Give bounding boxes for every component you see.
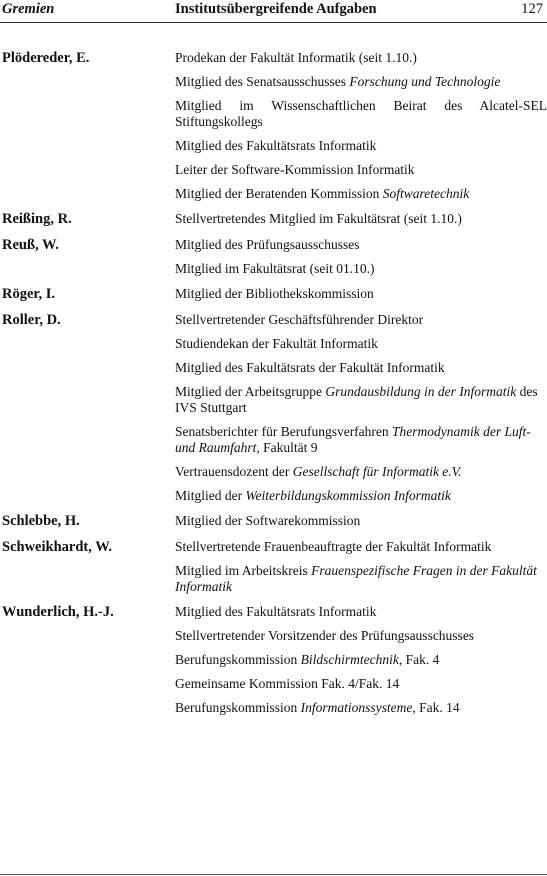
member-entry xyxy=(0,604,547,716)
role-text: Mitglied im Fakultätsrat (seit 01.10.) xyxy=(175,261,375,276)
role-text-italic: Bildschirmtechnik xyxy=(300,652,399,667)
role-text-italic: Gesellschaft für Informatik e.V. xyxy=(292,464,462,479)
role-item xyxy=(175,424,547,456)
role-item xyxy=(175,98,547,130)
role-text: , Fak. 14 xyxy=(412,700,460,715)
member-name: Wunderlich, H.-J. xyxy=(2,604,114,620)
role-text: Mitglied der Arbeitsgruppe xyxy=(175,384,326,399)
role-text: Mitglied der Beratenden Kommission xyxy=(175,186,383,201)
role-text: Prodekan der Fakultät Informatik (seit 1.10.) xyxy=(175,50,417,65)
role-text: Mitglied der Softwarekommission xyxy=(175,513,361,528)
committee-list xyxy=(0,50,547,725)
member-entry xyxy=(0,513,547,530)
role-text: Gemeinsame Kommission Fak. 4/Fak. 14 xyxy=(175,676,400,691)
role-text-italic: Grundausbildung in der Informatik xyxy=(325,384,517,399)
role-text-italic: Forschung und Technologie xyxy=(349,74,501,89)
role-item xyxy=(175,261,547,277)
role-item xyxy=(175,286,547,302)
member-entry xyxy=(0,312,547,504)
role-text-italic: Thermodynamik der Luft- und Raumfahrt xyxy=(175,424,531,455)
member-name: Schlebbe, H. xyxy=(2,513,80,529)
role-item xyxy=(175,652,547,668)
member-entry xyxy=(0,286,547,303)
role-text: , Fak. 4 xyxy=(398,652,440,667)
role-text-italic: Informationssysteme xyxy=(300,700,413,715)
role-item xyxy=(175,162,547,178)
role-text: Mitglied im Wissenschaftlichen Beirat des Alcatel-SEL Stiftungskollegs xyxy=(175,98,547,129)
role-item xyxy=(175,186,547,202)
role-text: Berufungskommission xyxy=(175,700,301,715)
role-item xyxy=(175,336,547,352)
role-item xyxy=(175,50,547,66)
running-header xyxy=(0,0,547,23)
footer-rule xyxy=(0,874,547,875)
role-text-italic: Softwaretechnik xyxy=(382,186,470,201)
role-text: Mitglied des Fakultätsrats der Fakultät Informatik xyxy=(175,360,445,375)
member-name: Reißing, R. xyxy=(2,211,72,227)
role-item xyxy=(175,138,547,154)
role-text: Stellvertretendes Mitglied im Fakultätsrat (seit 1.10.) xyxy=(175,211,462,226)
member-entry xyxy=(0,211,547,228)
role-item xyxy=(175,384,547,416)
member-name: Plödereder, E. xyxy=(2,50,90,66)
member-name: Reuß, W. xyxy=(2,237,59,253)
role-item xyxy=(175,211,547,227)
member-roles xyxy=(175,513,547,530)
role-item xyxy=(175,563,547,595)
member-roles xyxy=(175,539,547,595)
member-roles xyxy=(175,286,547,303)
role-text: Senatsberichter für Berufungsverfahren xyxy=(175,424,393,439)
role-text-italic: Frauenspezifische Fragen in der Fakultät Informatik xyxy=(175,563,537,594)
role-text: , Fakultät 9 xyxy=(256,440,318,455)
member-roles xyxy=(175,604,547,716)
role-item xyxy=(175,700,547,716)
role-item xyxy=(175,539,547,555)
role-item xyxy=(175,604,547,620)
member-name: Röger, I. xyxy=(2,286,56,302)
role-text: Mitglied im Arbeitskreis xyxy=(175,563,312,578)
role-item xyxy=(175,74,547,90)
role-item xyxy=(175,312,547,328)
role-text: Stellvertretender Vorsitzender des Prüfungsausschusses xyxy=(175,628,475,643)
member-roles xyxy=(175,237,547,277)
role-text: Stellvertretende Frauenbeauftragte der Fakultät Informatik xyxy=(175,539,492,554)
role-item xyxy=(175,237,547,253)
role-text: Mitglied des Fakultätsrats Informatik xyxy=(175,138,377,153)
member-roles xyxy=(175,211,547,228)
role-text: Studiendekan der Fakultät Informatik xyxy=(175,336,378,351)
role-text: des IVS Stuttgart xyxy=(175,384,538,415)
page-number: 127 xyxy=(521,1,543,17)
member-roles xyxy=(175,312,547,504)
role-item xyxy=(175,488,547,504)
role-item xyxy=(175,513,547,529)
header-chapter-title: Institutsübergreifende Aufgaben xyxy=(175,1,377,17)
role-text: Leiter der Software-Kommission Informatik xyxy=(175,162,415,177)
role-item xyxy=(175,360,547,376)
member-entry xyxy=(0,237,547,277)
header-section-title: Gremien xyxy=(2,1,55,17)
member-name: Schweikhardt, W. xyxy=(2,539,112,555)
role-item xyxy=(175,676,547,692)
role-text: Mitglied des Senatsausschusses xyxy=(175,74,350,89)
role-text: Mitglied der xyxy=(175,488,246,503)
member-roles xyxy=(175,50,547,202)
role-text-italic: Weiterbildungskommission Informatik xyxy=(245,488,451,503)
role-text: Berufungskommission xyxy=(175,652,301,667)
role-text: Vertrauensdozent der xyxy=(175,464,293,479)
member-name: Roller, D. xyxy=(2,312,61,328)
role-text: Stellvertretender Geschäftsführender Direktor xyxy=(175,312,424,327)
role-text: Mitglied des Fakultätsrats Informatik xyxy=(175,604,377,619)
role-text: Mitglied des Prüfungsausschusses xyxy=(175,237,360,252)
role-item xyxy=(175,464,547,480)
role-item xyxy=(175,628,547,644)
role-text: Mitglied der Bibliothekskommission xyxy=(175,286,374,301)
member-entry xyxy=(0,539,547,595)
member-entry xyxy=(0,50,547,202)
